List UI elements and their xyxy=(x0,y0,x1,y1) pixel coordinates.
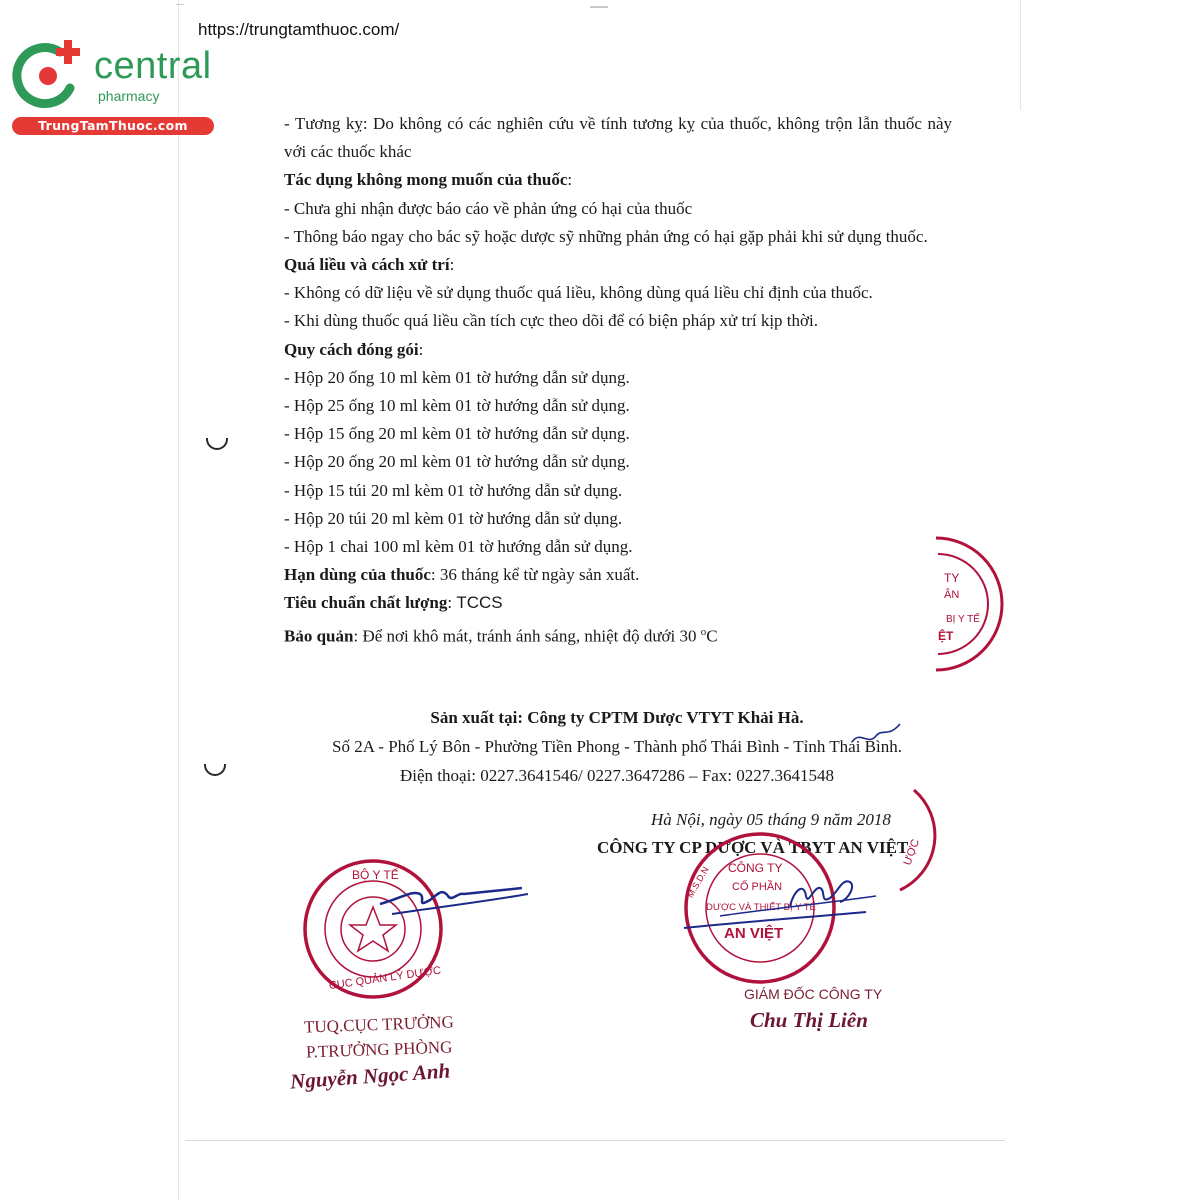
left-signature-icon xyxy=(372,870,532,930)
left-signer-title-1: TUQ.CỤC TRƯỞNG xyxy=(303,1012,455,1037)
manufacturer-label: Sản xuất tại xyxy=(430,708,518,727)
central-pharmacy-logo xyxy=(8,38,218,138)
manufacturer-address: Số 2A - Phố Lý Bôn - Phường Tiền Phong - Thành phố Thái Bình - Tỉnh Thái Bình. xyxy=(332,737,902,756)
page-left-edge xyxy=(178,0,179,1200)
overdose-heading: Quá liều và cách xử trí: xyxy=(284,255,455,275)
storage-value: Để nơi khô mát, tránh ánh sáng, nhiệt độ dưới 30 xyxy=(362,626,697,646)
list-item: - Khi dùng thuốc quá liều cần tích cực theo dõi để có biện pháp xử trí kịp thời. xyxy=(284,311,818,331)
storage-label: Bảo quản xyxy=(284,626,354,646)
manufacturer-phone: Điện thoại: 0227.3641546/ 0227.3647286 – Fax: 0227.3641548 xyxy=(400,766,834,785)
list-item: - Chưa ghi nhận được báo cáo về phản ứng có hại của thuốc xyxy=(284,198,693,218)
svg-text:CÔNG TY: CÔNG TY xyxy=(728,861,783,875)
right-edge-stamp-icon xyxy=(880,786,950,896)
document-body xyxy=(284,110,952,651)
logo-banner: TrungTamThuoc.com xyxy=(12,117,214,135)
right-edge-stamp-icon xyxy=(916,532,1006,682)
svg-text:CỤC QUẢN LÝ DƯỢC: CỤC QUẢN LÝ DƯỢC xyxy=(328,964,442,993)
list-item: - Hộp 25 ống 10 ml kèm 01 tờ hướng dẫn sử dụng. xyxy=(284,396,630,416)
side-effects-heading-text: Tác dụng không mong muốn của thuốc xyxy=(284,170,568,190)
svg-text:TY: TY xyxy=(944,571,960,585)
svg-text:ÂN: ÂN xyxy=(944,589,960,601)
page-bottom-edge xyxy=(185,1140,1005,1141)
address-scribble-icon xyxy=(848,720,904,754)
storage-unit: C xyxy=(706,626,718,646)
shelf-life-value: 36 tháng kể từ ngày sản xuất. xyxy=(439,565,640,585)
svg-text:BỊ Y TẾ: BỊ Y TẾ xyxy=(946,614,980,625)
overdose-heading-text: Quá liều và cách xử trí xyxy=(284,255,450,275)
svg-text:CỔ PHẦN: CỔ PHẦN xyxy=(732,881,783,893)
director-title: GIÁM ĐỐC CÔNG TY xyxy=(744,986,883,1002)
left-signer-name: Nguyễn Ngọc Anh xyxy=(289,1058,451,1094)
logo-wordmark: central xyxy=(94,45,212,87)
svg-text:ƯỢC: ƯỢC xyxy=(901,837,922,868)
svg-text:ỆT: ỆT xyxy=(938,629,954,643)
manufacturer-line: Sản xuất tại: Công ty CPTM Dược VTYT Khải Hà. xyxy=(430,708,804,727)
side-effects-heading: Tác dụng không mong muốn của thuốc: xyxy=(284,170,573,190)
shelf-life-label: Hạn dùng của thuốc xyxy=(284,565,431,585)
storage: Bảo quản: Để nơi khô mát, tránh ánh sáng, nhiệt độ dưới 30 $^o$C xyxy=(284,625,718,646)
punch-hole-mark xyxy=(206,438,228,450)
list-item: - Hộp 15 túi 20 ml kèm 01 tờ hướng dẫn sử dụng. xyxy=(284,480,623,500)
signing-date: Hà Nội, ngày 05 tháng 9 năm 2018 xyxy=(651,810,891,829)
quality-standard: Tiêu chuẩn chất lượng: TCCS xyxy=(284,593,503,613)
list-item: - Hộp 20 ống 10 ml kèm 01 tờ hướng dẫn sử dụng. xyxy=(284,367,630,387)
left-signer-title-2: P.TRƯỞNG PHÒNG xyxy=(305,1037,453,1062)
svg-text:M.S.D.N: M.S.D.N xyxy=(685,864,711,900)
page-right-edge xyxy=(1020,0,1021,110)
svg-text:AN VIỆT: AN VIỆT xyxy=(724,925,784,942)
svg-text:BỘ Y TẾ: BỘ Y TẾ xyxy=(352,868,399,882)
list-item: - Thông báo ngay cho bác sỹ hoặc dược sỹ những phản ứng có hại gặp phải khi sử dụng thuốc. xyxy=(284,226,928,246)
packaging-heading-text: Quy cách đóng gói xyxy=(284,339,419,359)
source-url: https://trungtamthuoc.com/ xyxy=(198,20,400,39)
scan-mark xyxy=(590,6,608,8)
logo-subtitle: pharmacy xyxy=(98,88,160,104)
packaging-heading: Quy cách đóng gói: xyxy=(284,339,424,359)
manufacturer-name: Công ty CPTM Dược VTYT Khải Hà. xyxy=(527,708,804,727)
signing-company: CÔNG TY CP DƯỢC VÀ TBYT AN VIỆT xyxy=(597,838,909,857)
incompatibility-text: - Tương kỵ: Do không có các nghiên cứu về tính tương kỵ của thuốc, không trộn lẫn thuốc này với các thuốc khác xyxy=(284,114,952,162)
list-item: - Không có dữ liệu về sử dụng thuốc quá liều, không dùng quá liều chỉ định của thuốc. xyxy=(284,283,873,303)
quality-standard-value: TCCS xyxy=(456,593,503,613)
list-item: - Hộp 1 chai 100 ml kèm 01 tờ hướng dẫn sử dụng. xyxy=(284,537,633,557)
right-signature-icon xyxy=(680,860,880,940)
quality-standard-label: Tiêu chuẩn chất lượng xyxy=(284,593,448,613)
list-item: - Hộp 20 ống 20 ml kèm 01 tờ hướng dẫn sử dụng. xyxy=(284,452,630,472)
degree-mark: o xyxy=(700,625,707,638)
director-name: Chu Thị Liên xyxy=(750,1008,868,1032)
list-item: - Hộp 20 túi 20 ml kèm 01 tờ hướng dẫn sử dụng. xyxy=(284,508,623,528)
scan-mark xyxy=(176,4,184,5)
list-item: - Hộp 15 ống 20 ml kèm 01 tờ hướng dẫn sử dụng. xyxy=(284,424,630,444)
shelf-life: Hạn dùng của thuốc: 36 tháng kể từ ngày sản xuất. xyxy=(284,565,640,585)
svg-text:DƯỢC VÀ THIẾT BỊ Y TẾ: DƯỢC VÀ THIẾT BỊ Y TẾ xyxy=(706,902,816,913)
manufacturer-block xyxy=(200,703,1034,790)
pharmacy-cross-icon xyxy=(12,38,90,114)
